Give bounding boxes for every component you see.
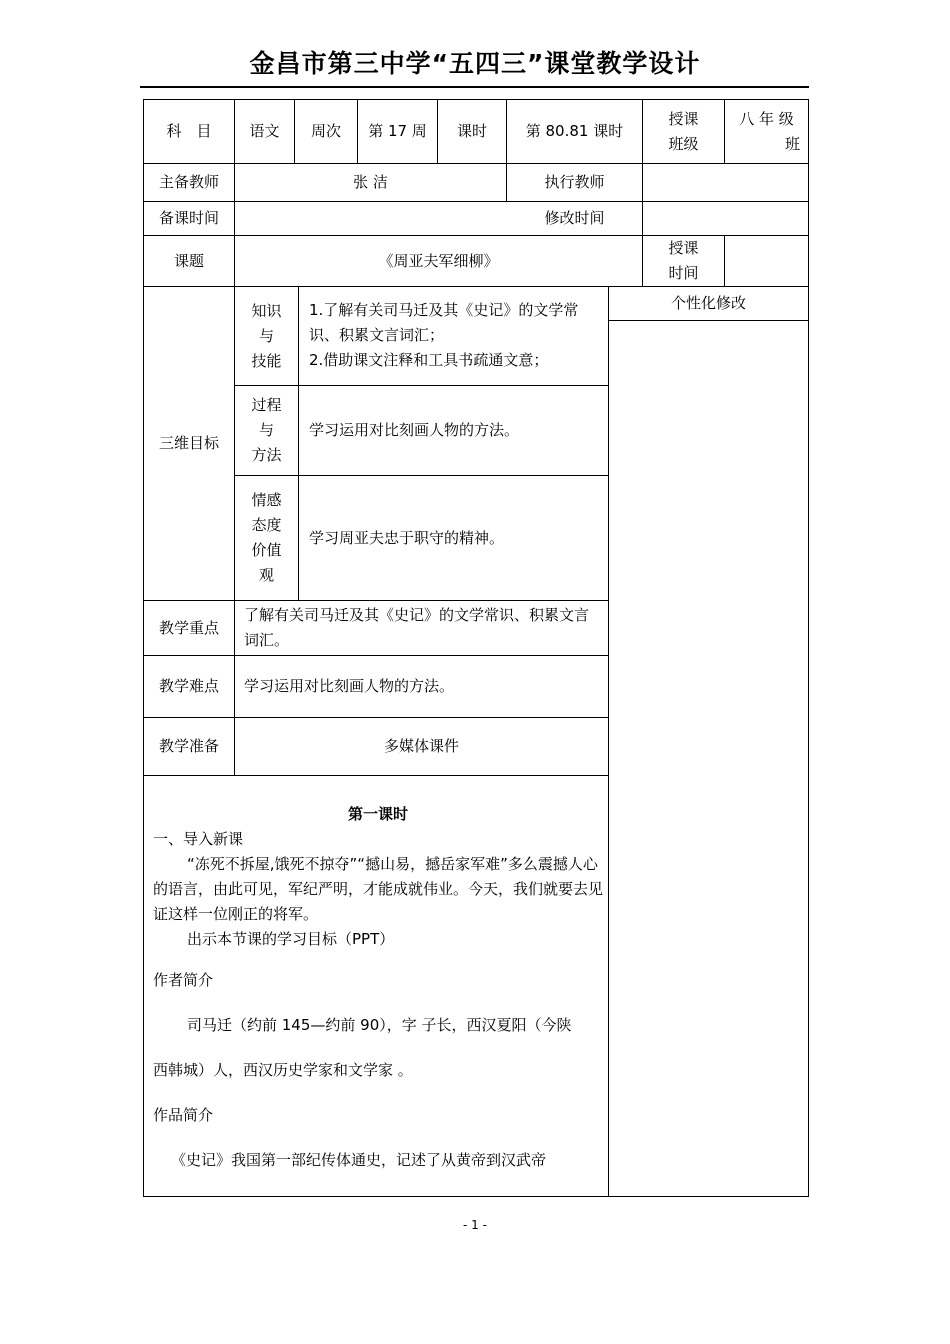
author-heading: 作者简介 bbox=[153, 971, 214, 989]
teach-time-label bbox=[643, 236, 724, 286]
emotion-label-line: 态度 bbox=[251, 516, 282, 534]
class-value-line1: 八 年 级 bbox=[739, 109, 794, 128]
teach-time-value bbox=[725, 236, 808, 286]
emotion-label-line: 情感 bbox=[251, 491, 282, 509]
lead-teacher-label: 主备教师 bbox=[158, 173, 219, 191]
revise-time-label: 修改时间 bbox=[544, 209, 605, 227]
difficulty-text: 学习运用对比刻画人物的方法。 bbox=[244, 677, 455, 695]
emotion-label-line: 观 bbox=[258, 566, 274, 584]
emotion-label bbox=[235, 476, 298, 600]
work-line-1: 《史记》我国第一部纪传体通史，记述了从黄帝到汉武帝 bbox=[171, 1151, 547, 1169]
class-value bbox=[725, 100, 808, 163]
document-title: 金昌市第三中学“五四三”课堂教学设计 bbox=[249, 49, 701, 78]
table-border-right bbox=[808, 99, 809, 1197]
topic-value: 《周亚夫军细柳》 bbox=[378, 251, 499, 270]
exec-teacher-label: 执行教师 bbox=[544, 173, 605, 191]
knowledge-label-line: 技能 bbox=[251, 351, 282, 370]
subject-value: 语文 bbox=[249, 122, 280, 140]
personal-edit-label: 个性化修改 bbox=[670, 294, 746, 312]
teach-time-label-line1: 授课 bbox=[668, 239, 699, 257]
emotion-text: 学习周亚夫忠于职守的精神。 bbox=[309, 528, 505, 547]
knowledge-label-line: 知识 bbox=[251, 301, 282, 320]
knowledge-text bbox=[299, 298, 608, 384]
focus-text: 了解有关司马迁及其《史记》的文学常识、积累文言词汇。 bbox=[244, 606, 590, 649]
process-label bbox=[235, 386, 298, 475]
class-label-line2: 班级 bbox=[668, 134, 699, 153]
lesson-heading: 第一课时 bbox=[347, 805, 408, 823]
revise-time-value bbox=[643, 202, 808, 235]
work-heading: 作品简介 bbox=[153, 1106, 214, 1124]
class-label bbox=[643, 100, 724, 163]
show-goals-text: 出示本节课的学习目标（PPT） bbox=[187, 930, 395, 948]
week-label: 周次 bbox=[310, 122, 341, 140]
class-label-line1: 授课 bbox=[668, 109, 699, 128]
prep-time-value bbox=[235, 202, 506, 235]
week-value: 第 17 周 bbox=[368, 122, 427, 140]
row-line bbox=[608, 320, 809, 321]
prep-text: 多媒体课件 bbox=[383, 737, 459, 755]
section-intro-heading: 一、导入新课 bbox=[153, 830, 244, 848]
author-line-1: 司马迁（约前 145—约前 90），字 子长，西汉夏阳（今陕 bbox=[187, 1016, 572, 1034]
period-value: 第 80.81 课时 bbox=[525, 122, 624, 140]
knowledge-item: 2.借助课文注释和工具书疏通文意； bbox=[309, 351, 549, 369]
intro-paragraph: “冻死不拆屋,饿死不掠夺”“撼山易，撼岳家军难”多么震撼人心的语言，由此可见，军纪严明，才能成就伟业。今天，我们就要去见证这样一位刚正的将军。 bbox=[153, 855, 604, 923]
subject-label: 科 目 bbox=[166, 122, 212, 140]
topic-label: 课题 bbox=[173, 251, 204, 270]
teach-time-label-line2: 时间 bbox=[668, 264, 699, 282]
difficulty-label: 教学难点 bbox=[158, 677, 219, 695]
table-border-bottom bbox=[143, 1196, 809, 1197]
focus-label: 教学重点 bbox=[158, 618, 219, 637]
process-label-line: 方法 bbox=[251, 446, 282, 464]
period-label: 课时 bbox=[456, 122, 487, 140]
knowledge-item: 1.了解有关司马迁及其《史记》的文学常识、积累文言词汇； bbox=[309, 301, 579, 344]
goals-label: 三维目标 bbox=[158, 434, 219, 452]
prep-label: 教学准备 bbox=[158, 737, 219, 755]
lead-teacher-value: 张 洁 bbox=[353, 173, 388, 191]
emotion-label-line: 价值 bbox=[251, 541, 282, 559]
knowledge-label-line: 与 bbox=[258, 326, 274, 345]
page-number: - 1 - bbox=[463, 1218, 487, 1232]
col-line bbox=[608, 286, 609, 1197]
class-value-line2: 班 bbox=[784, 134, 800, 153]
prep-time-label: 备课时间 bbox=[158, 209, 219, 227]
row-line bbox=[143, 775, 608, 776]
process-label-line: 与 bbox=[258, 421, 274, 439]
exec-teacher-value bbox=[643, 164, 808, 201]
process-text: 学习运用对比刻画人物的方法。 bbox=[309, 421, 520, 439]
author-line-2: 西韩城）人，西汉历史学家和文学家 。 bbox=[153, 1061, 413, 1079]
knowledge-label bbox=[235, 287, 298, 385]
process-label-line: 过程 bbox=[251, 396, 282, 414]
